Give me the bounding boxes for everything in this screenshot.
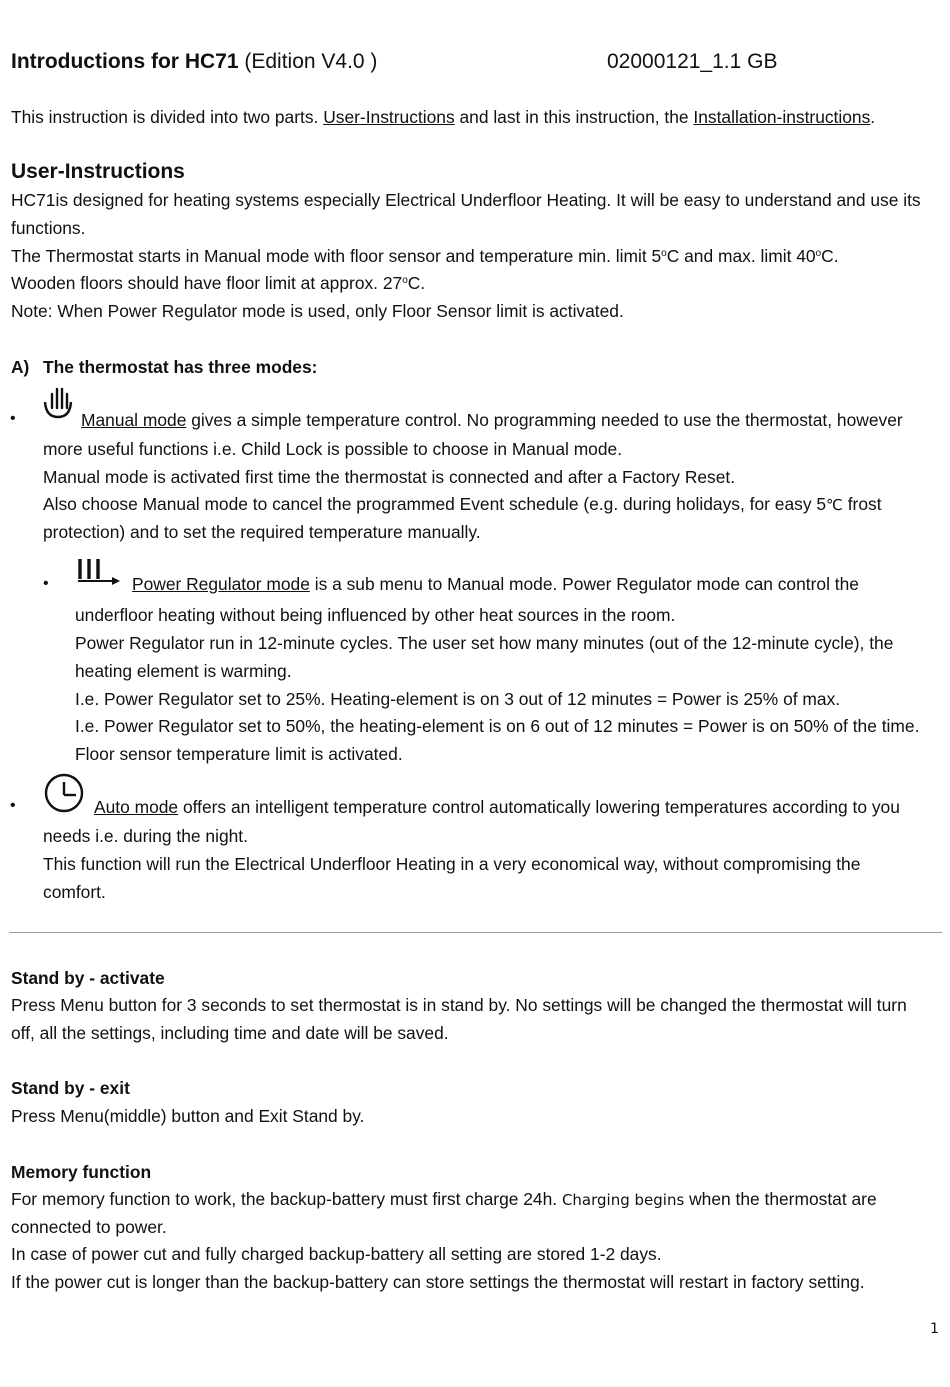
memory-line-4: If the power cut is longer than the backup-battery can store settings the thermostat will restart in factory setting.	[11, 1272, 865, 1292]
manual-mode-link[interactable]: Manual mode	[81, 410, 187, 430]
power-line-5: I.e. Power Regulator set to 25%. Heating-element is on 3 out of 12 minutes = Power is 25% of max.	[75, 689, 841, 709]
auto-line-1: Auto mode offers an intelligent temperature control automatically lowering temperatures according to you	[94, 797, 900, 817]
auto-line-2: needs i.e. during the night.	[43, 826, 248, 846]
document-code: 02000121_1.1 GB	[607, 50, 778, 73]
power-line-4: heating element is warming.	[75, 661, 292, 681]
installation-instructions-link[interactable]: Installation-instructions	[693, 107, 871, 127]
manual-line-4: Also choose Manual mode to cancel the programmed Event schedule (e.g. during holidays, for easy 5℃ frost	[43, 494, 882, 514]
ui-line-5: Note: When Power Regulator mode is used, only Floor Sensor limit is activated.	[11, 301, 624, 321]
power-line-3: Power Regulator run in 12-minute cycles. The user set how many minutes (out of the 12-minute cycle), the	[75, 633, 894, 653]
power-line-6: I.e. Power Regulator set to 50%, the heating-element is on 6 out of 12 minutes = Power is on 50% of the time.	[75, 716, 920, 736]
intro-paragraph: This instruction is divided into two parts. User-Instructions and last in this instruction, the Installation-instructions.	[11, 107, 876, 127]
title-edition: (Edition V4.0 )	[238, 50, 378, 73]
manual-line-5: protection) and to set the required temperature manually.	[43, 522, 481, 542]
memory-line-3: In case of power cut and fully charged backup-battery all setting are stored 1-2 days.	[11, 1244, 662, 1264]
section-divider	[9, 932, 942, 933]
auto-mode-link[interactable]: Auto mode	[94, 797, 179, 817]
ui-line-3: The Thermostat starts in Manual mode with floor sensor and temperature min. limit 5$^o$C and max. limit 40$^o$C.	[11, 246, 839, 266]
bullet: •	[10, 410, 16, 427]
memory-line-2: connected to power.	[11, 1217, 167, 1237]
memory-line-1: For memory function to work, the backup-battery must first charge 24h. Charging begins when the thermostat are	[11, 1189, 877, 1209]
power-line-1: Power Regulator mode is a sub menu to Manual mode. Power Regulator mode can control the	[132, 574, 859, 594]
heater-arrow-icon	[76, 557, 122, 587]
ui-line-2: functions.	[11, 218, 86, 238]
bullet: •	[43, 575, 49, 592]
manual-line-1: Manual mode gives a simple temperature control. No programming needed to use the thermostat, however	[81, 410, 903, 430]
modes-heading: The thermostat has three modes:	[43, 357, 318, 377]
auto-line-3: This function will run the Electrical Underfloor Heating in a very economical way, without compromising the	[43, 854, 861, 874]
standby-activate-line-2: off, all the settings, including time and date will be saved.	[11, 1023, 449, 1043]
hand-icon	[41, 386, 75, 420]
memory-heading: Memory function	[11, 1162, 152, 1182]
manual-line-2: more useful functions i.e. Child Lock is possible to choose in Manual mode.	[43, 439, 623, 459]
standby-exit-line-1: Press Menu(middle) button and Exit Stand by.	[11, 1106, 365, 1126]
bullet: •	[10, 797, 16, 814]
standby-activate-heading: Stand by - activate	[11, 968, 165, 988]
title-model: Introductions for HC71	[11, 50, 239, 73]
standby-activate-line-1: Press Menu button for 3 seconds to set thermostat is in stand by. No settings will be changed the thermostat will turn	[11, 995, 907, 1015]
power-line-2: underfloor heating without being influenced by other heat sources in the room.	[75, 605, 676, 625]
power-line-7: Floor sensor temperature limit is activated.	[75, 744, 403, 764]
clock-icon	[42, 773, 88, 813]
modes-heading-letter: A)	[11, 357, 30, 377]
ui-line-4: Wooden floors should have floor limit at approx. 27$^o$C.	[11, 273, 426, 293]
power-regulator-mode-link[interactable]: Power Regulator mode	[132, 574, 310, 594]
user-instructions-heading: User-Instructions	[11, 160, 185, 183]
standby-exit-heading: Stand by - exit	[11, 1078, 130, 1098]
manual-line-3: Manual mode is activated first time the thermostat is connected and after a Factory Reset.	[43, 467, 736, 487]
user-instructions-link[interactable]: User-Instructions	[323, 107, 455, 127]
page-number: 1	[930, 1321, 939, 1337]
document-title	[11, 50, 377, 74]
ui-line-1: HC71is designed for heating systems especially Electrical Underfloor Heating. It will be easy to understand and use its	[11, 190, 921, 210]
auto-line-4: comfort.	[43, 882, 106, 902]
